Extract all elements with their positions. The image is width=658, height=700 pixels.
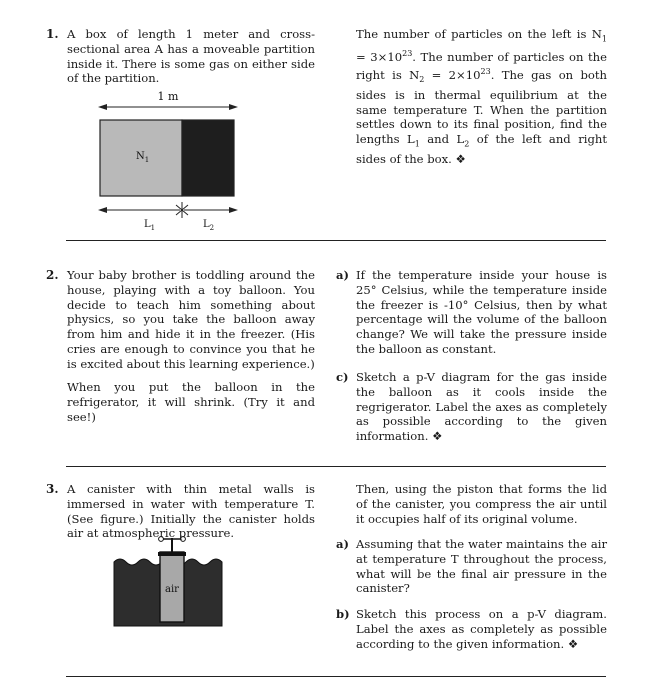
part-text: Sketch a p-V diagram for the gas inside the balloon as it cools inside the regrigerator. Label the axes as completely as possible according to the given information. ❖ xyxy=(356,370,607,444)
n1-label: $N_1$ xyxy=(136,151,150,164)
problem-2-part-a xyxy=(336,268,607,357)
part-label: a) xyxy=(336,268,349,282)
problem-1-question: The number of particles on the left is $N_1 = 3\times 10^{23}$. The number of particles on the right is $N_2 = 2\times 10^{23}$. The gas on both sides is in thermal equilibrium at the same temperature T. When the partition settles down to its final position, find the lengths $L_1$ and $L_2$ of the left and right sides of the box. ❖ xyxy=(356,27,607,167)
section-divider-2 xyxy=(66,466,606,467)
problem-1-statement: A box of length 1 meter and cross-sectional area A has a moveable partition inside it. There is some gas on either side of the partition. xyxy=(67,27,315,86)
problem-3-part-b xyxy=(336,607,607,651)
piston-lid xyxy=(158,552,186,556)
section-divider-1 xyxy=(66,240,606,241)
air-label: air xyxy=(165,584,179,595)
box-partition-figure xyxy=(90,86,250,236)
problem-3-number: 3. xyxy=(46,482,59,496)
length-label: 1 m xyxy=(157,90,179,103)
problem-2-number: 2. xyxy=(46,268,59,282)
part-label: a) xyxy=(336,537,349,551)
problem-2-statement-2: When you put the balloon in the refrigerator, it will shrink. (Try it and see!) xyxy=(67,380,315,424)
part-label: c) xyxy=(336,370,349,384)
problem-3-part-a xyxy=(336,537,607,596)
problem-3-statement: A canister with thin metal walls is immersed in water with temperature T. (See figure.) Initially the canister holds air at atmospheric pressure. xyxy=(67,482,315,541)
part-label: b) xyxy=(336,607,350,621)
canister-figure xyxy=(112,536,228,628)
part-text: Sketch this process on a p-V diagram. Label the axes as completely as possible according to the given information. ❖ xyxy=(356,607,607,651)
problem-2-statement: Your baby brother is toddling around the house, playing with a toy balloon. You decide to teach him something about physics, so you take the balloon away from him and hide it in the freezer. (His cries are enough to convince you that he is excited about this learning experience.) xyxy=(67,268,315,371)
part-text: If the temperature inside your house is 25° Celsius, while the temperature inside the freezer is -10° Celsius, then by what percentage will the volume of the balloon change? We will take the pressure inside the balloon as constant. xyxy=(356,268,607,356)
part-text: Assuming that the water maintains the air at temperature T throughout the process, what will be the final air pressure in the canister? xyxy=(356,537,607,596)
section-divider-3 xyxy=(66,676,606,677)
l2-label: $L_2$ xyxy=(203,219,215,232)
right-gas-region xyxy=(182,120,234,196)
l1-label: $L_1$ xyxy=(144,219,156,232)
problem-2-part-c xyxy=(336,370,607,444)
problem-3-intro: Then, using the piston that forms the lid of the canister, you compress the air until it occupies half of its original volume. xyxy=(356,482,607,526)
problem-1-number: 1. xyxy=(46,27,59,41)
